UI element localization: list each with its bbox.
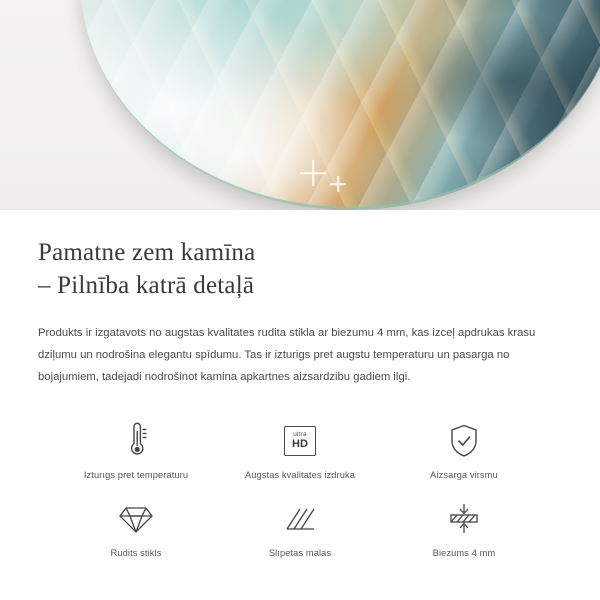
feature-label: Izturıgs pret temperaturu bbox=[83, 470, 189, 481]
feature-label: Augstas kvalitates izdruka bbox=[244, 470, 356, 481]
ultra-hd-icon bbox=[284, 420, 316, 462]
polished-edges-icon bbox=[283, 498, 317, 540]
page-title bbox=[38, 236, 562, 302]
content-section bbox=[0, 210, 600, 558]
thickness-icon bbox=[446, 498, 482, 540]
feature-item bbox=[54, 492, 218, 558]
feature-grid bbox=[38, 414, 562, 558]
feature-item bbox=[218, 492, 382, 558]
feature-label: Biezums 4 mm bbox=[432, 548, 496, 559]
shield-check-icon bbox=[448, 420, 480, 462]
feature-item bbox=[218, 414, 382, 480]
hero-image bbox=[0, 0, 600, 210]
feature-item bbox=[382, 492, 546, 558]
feature-item bbox=[54, 414, 218, 480]
feature-label: Aizsarga virsmu bbox=[430, 470, 498, 481]
ultra-hd-badge-top: ultra bbox=[293, 430, 307, 438]
marble-glass-panel bbox=[80, 0, 600, 210]
feature-label: Rudits stikls bbox=[110, 548, 162, 559]
diamond-icon bbox=[118, 498, 154, 540]
description-paragraph: Produkts ir izgatavots no augstas kvalitates rudita stikla ar biezumu 4 mm, kas izceļ apdrukas krasu dziļumu un nodrošina elegantu spīdumu. Tas ir izturigs pret augstu temperaturu un pasarga no bojajumiem, tadejadi nodrošinot kamina apkartnes aizsardzibu gadiem ilgi. bbox=[38, 327, 536, 384]
ultra-hd-badge-bottom: HD bbox=[292, 438, 308, 451]
feature-label: Slıpetas malas bbox=[268, 548, 332, 559]
thermometer-icon bbox=[121, 420, 151, 462]
page-title-line-2: – Pilnība katrā detaļā bbox=[38, 272, 255, 299]
page-title-line-1: Pamatne zem kamīna bbox=[38, 239, 256, 266]
feature-item bbox=[382, 414, 546, 480]
